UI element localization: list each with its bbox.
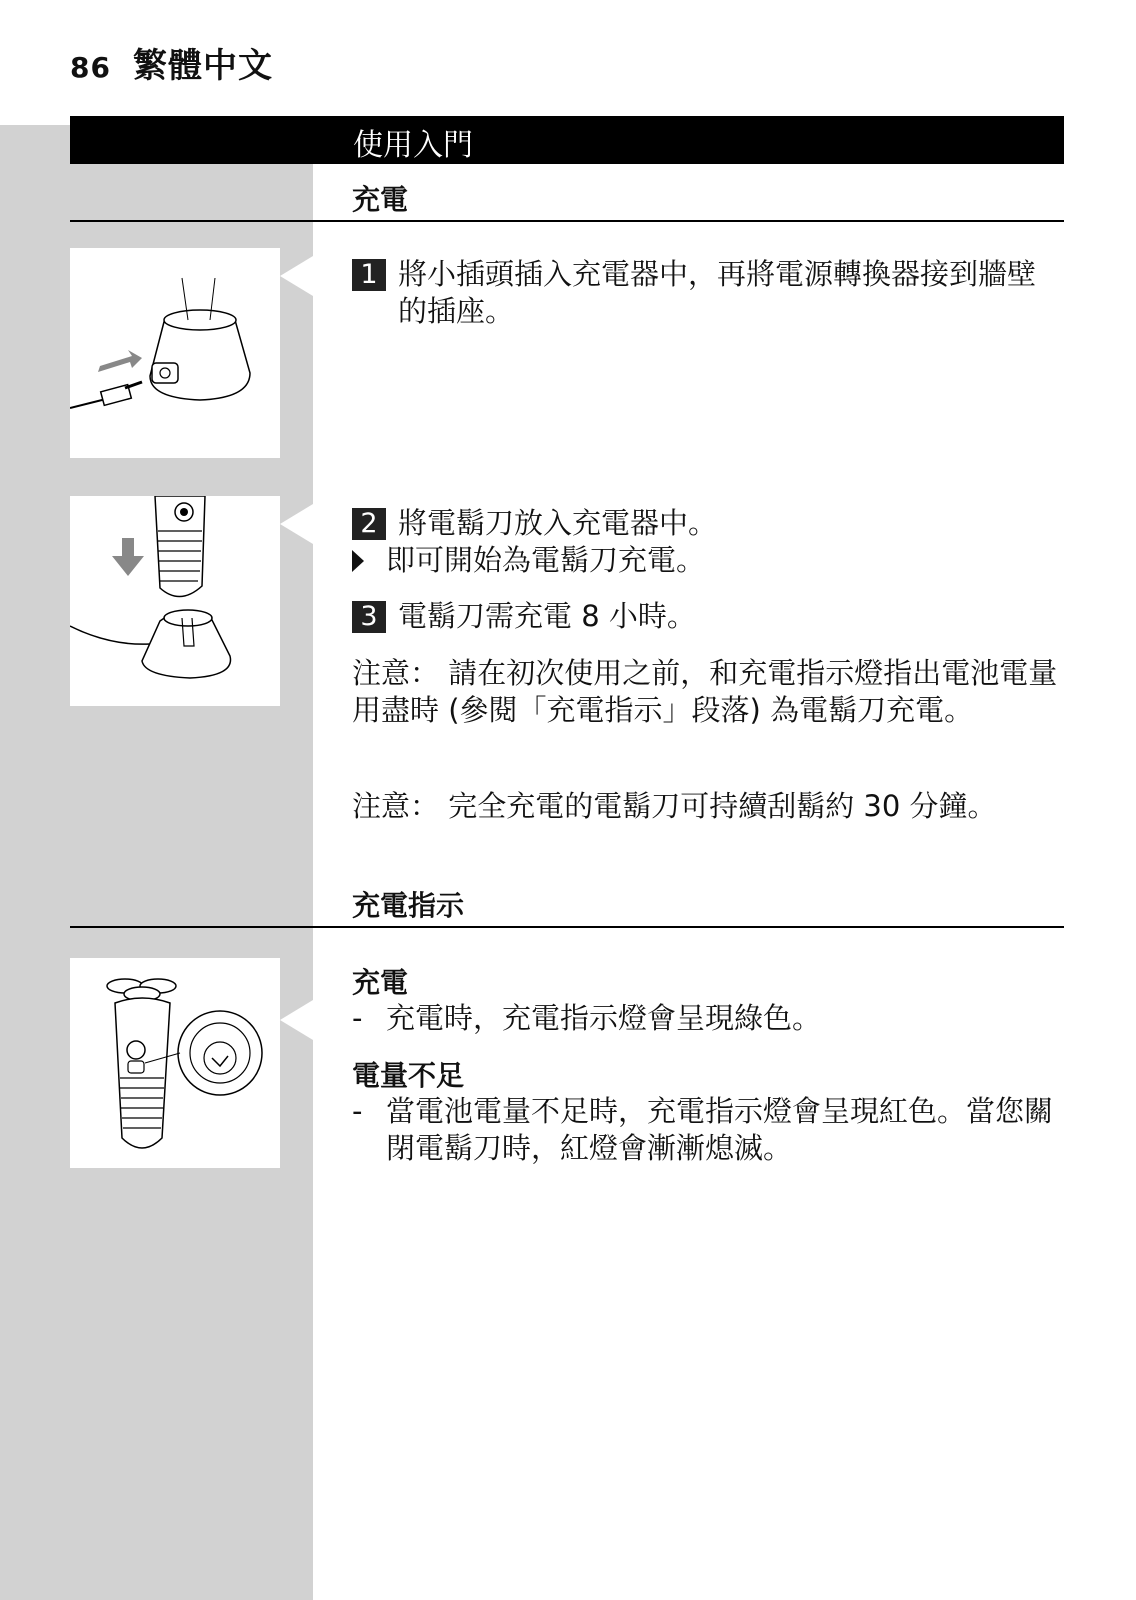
page-number: 86 [70, 51, 111, 84]
step-1-number: 1 [352, 259, 386, 291]
step-1 [352, 256, 1062, 330]
step-3-text: 電鬍刀需充電 8 小時。 [398, 599, 696, 633]
indication-charging-item [352, 1000, 1062, 1037]
result-arrow-icon [352, 550, 364, 572]
indication-heading: 充電指示 [352, 889, 465, 922]
indication-rule [70, 926, 1064, 928]
charging-heading: 充電 [352, 183, 409, 216]
note-1: 注意： 請在初次使用之前，和充電指示燈指出電池電量用盡時 (參閱「充電指示」段落) 為電鬍刀充電。 [352, 656, 1058, 727]
figure-charger-plug [70, 248, 280, 458]
indication-charging-text: 充電時，充電指示燈會呈現綠色。 [386, 1001, 822, 1035]
page-header [70, 38, 273, 87]
step-2-text: 將電鬍刀放入充電器中。 [398, 506, 718, 540]
figure-pointer-2 [280, 504, 313, 544]
indication-low-text: 當電池電量不足時，充電指示燈會呈現紅色。當您關閉電鬍刀時，紅燈會漸漸熄滅。 [386, 1094, 1054, 1165]
section-title-bar [70, 116, 1064, 164]
step-1-text: 將小插頭插入充電器中，再將電源轉換器接到牆壁的插座。 [398, 257, 1037, 328]
note-2: 注意： 完全充電的電鬍刀可持續刮鬍約 30 分鐘。 [352, 789, 997, 823]
section-title: 使用入門 [353, 128, 473, 163]
step-2-number: 2 [352, 508, 386, 540]
step-3 [352, 598, 1062, 635]
figure-pointer-1 [280, 256, 313, 296]
step-2 [352, 505, 1062, 542]
indication-low-label: 電量不足 [352, 1059, 465, 1092]
dash-marker: - [352, 1094, 363, 1128]
step-2-result [352, 542, 1062, 579]
dash-marker: - [352, 1001, 363, 1035]
charging-rule [70, 220, 1064, 222]
figure-shaver-in-charger [70, 496, 280, 706]
figure-pointer-3 [280, 1000, 313, 1040]
indication-low-item [352, 1093, 1062, 1167]
figure-charge-indicator [70, 958, 280, 1168]
step-3-number: 3 [352, 601, 386, 633]
page-language: 繁體中文 [132, 46, 273, 86]
indication-charging-label: 充電 [352, 966, 409, 999]
step-2-result-text: 即可開始為電鬍刀充電。 [386, 543, 706, 577]
